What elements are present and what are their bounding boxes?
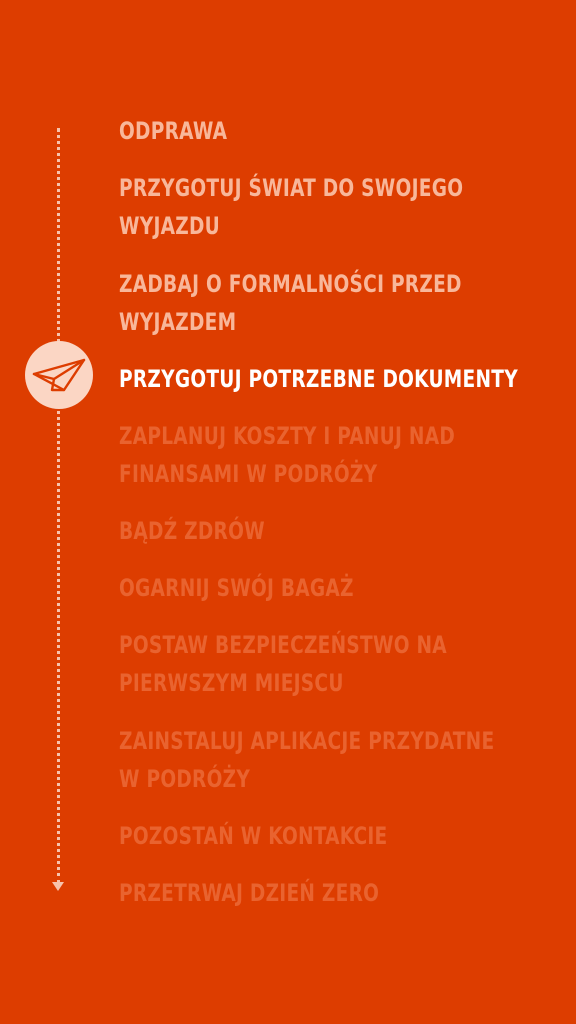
step-label: ZADBAJ O FORMALNOŚCI PRZED (119, 270, 462, 298)
step-label: POSTAW BEZPIECZEŃSTWO NA (119, 631, 447, 659)
step-label: PRZYGOTUJ ŚWIAT DO SWOJEGO (119, 174, 464, 202)
step-przygotuj-swiat[interactable] (119, 169, 463, 245)
step-label: ODPRAWA (119, 117, 228, 145)
step-bezpieczenstwo[interactable] (119, 626, 447, 702)
step-label: ZAPLANUJ KOSZTY I PANUJ NAD (119, 422, 456, 450)
step-badz-zdrow[interactable] (119, 512, 265, 550)
step-label: FINANSAMI W PODRÓŻY (119, 460, 378, 488)
timeline-dotted-line (57, 128, 60, 884)
step-label: PRZETRWAJ DZIEŃ ZERO (119, 879, 380, 907)
step-formalnosci[interactable] (119, 265, 462, 341)
step-label: BĄDŹ ZDRÓW (119, 517, 265, 545)
step-koszty[interactable] (119, 417, 455, 493)
step-label: POZOSTAŃ W KONTAKCIE (119, 822, 388, 850)
step-aplikacje[interactable] (119, 722, 494, 798)
step-label: OGARNIJ SWÓJ BAGAŻ (119, 574, 354, 602)
step-label: WYJAZDEM (119, 308, 237, 336)
step-label: WYJAZDU (119, 212, 220, 240)
step-dokumenty[interactable] (119, 360, 518, 398)
step-label: PIERWSZYM MIEJSCU (119, 669, 344, 697)
step-label: PRZYGOTUJ POTRZEBNE DOKUMENTY (119, 365, 518, 393)
step-kontakt[interactable] (119, 817, 387, 855)
step-dzien-zero[interactable] (119, 874, 379, 912)
paper-plane-icon (30, 355, 88, 395)
current-step-marker (25, 341, 93, 409)
step-bagaz[interactable] (119, 569, 354, 607)
step-odprawa[interactable] (119, 112, 227, 150)
step-label: ZAINSTALUJ APLIKACJE PRZYDATNE (119, 727, 495, 755)
step-label: W PODRÓŻY (119, 765, 251, 793)
timeline-end-arrow-icon (52, 882, 64, 892)
